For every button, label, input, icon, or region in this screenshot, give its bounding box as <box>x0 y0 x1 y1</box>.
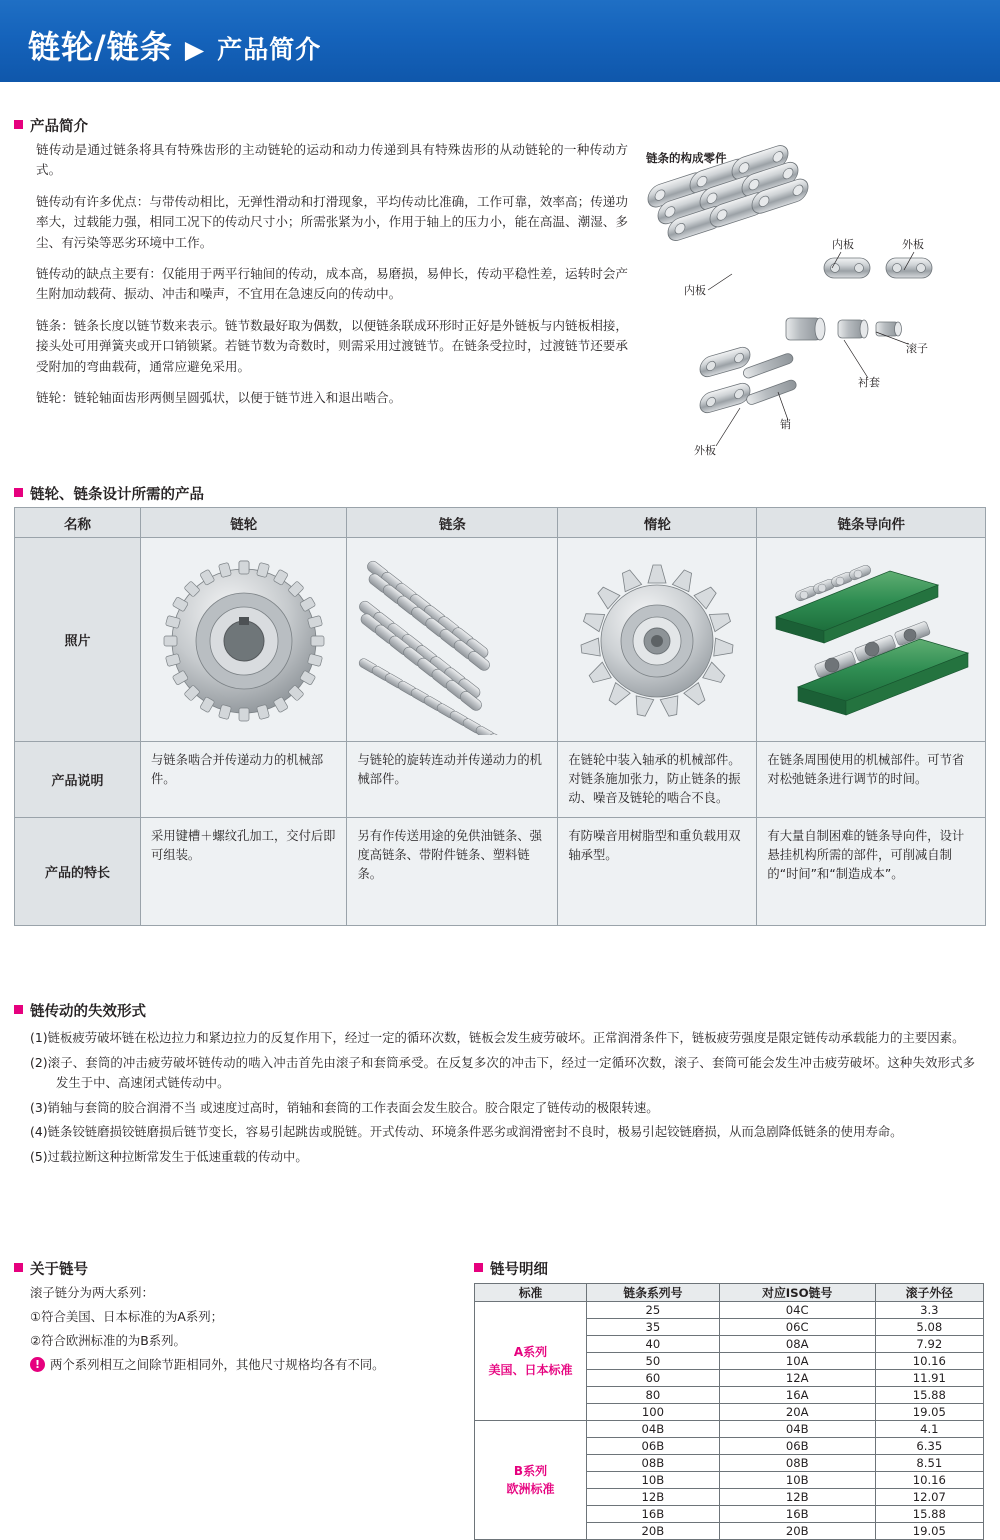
section-heading-intro <box>14 115 88 136</box>
table-row <box>475 1421 984 1438</box>
cell-series-no: 20B <box>587 1523 720 1540</box>
table-header-row <box>15 508 986 538</box>
cell-roller-dia: 8.51 <box>875 1455 983 1472</box>
section-heading-products-label: 链轮、链条设计所需的产品 <box>30 487 204 503</box>
table-row-descriptions <box>15 742 986 818</box>
cell-iso-no: 10A <box>719 1353 875 1370</box>
intro-paragraph: 链条：链条长度以链节数来表示。链节数最好取为偶数，以便链条联成环形时正好是外链板与内链板相接，接头处可用弹簧夹或开口销锁紧。若链节数为奇数时，则需采用过渡链节。在链条受拉时，过渡链节还要承受附加的弯曲载荷，通常应避免采用。 <box>36 317 628 374</box>
features-sprocket: 采用键槽＋螺纹孔加工，交付后即可组装。 <box>141 818 347 926</box>
features-idler: 有防噪音用树脂型和重负载用双轴承型。 <box>558 818 757 926</box>
page-title-arrow: ▶ <box>184 35 206 64</box>
section-heading-chain-no <box>14 1258 88 1279</box>
diagram-title: 链条的构成零件 <box>646 151 727 165</box>
chain-number-notes <box>30 1283 460 1378</box>
table-row-features <box>15 818 986 926</box>
column-header-name: 名称 <box>15 508 141 538</box>
cell-roller-dia: 10.16 <box>875 1353 983 1370</box>
section-heading-failure-label: 链传动的失效形式 <box>30 1004 146 1020</box>
series-name-a: A系列 <box>513 1345 548 1359</box>
section-heading-chain-no-label: 关于链号 <box>30 1262 88 1278</box>
series-cell-b <box>475 1421 587 1540</box>
cell-series-no: 06B <box>587 1438 720 1455</box>
warning-icon: ! <box>30 1357 45 1372</box>
chain-number-warning <box>30 1355 460 1375</box>
page-header <box>0 0 1000 82</box>
cell-iso-no: 12A <box>719 1370 875 1387</box>
column-header-standard: 标准 <box>475 1284 587 1302</box>
chain-number-table <box>474 1283 984 1540</box>
cell-iso-no: 04B <box>719 1421 875 1438</box>
page-title-sub: 产品简介 <box>217 35 322 64</box>
page-title-main: 链轮/链条 <box>28 28 173 66</box>
cell-iso-no: 06B <box>719 1438 875 1455</box>
row-label-description: 产品说明 <box>15 742 141 818</box>
cell-roller-dia: 10.16 <box>875 1472 983 1489</box>
description-chain: 与链轮的旋转连动并传递动力的机械部件。 <box>347 742 558 818</box>
cell-series-no: 12B <box>587 1489 720 1506</box>
row-label-photo: 照片 <box>15 538 141 742</box>
table-row <box>475 1302 984 1319</box>
section-heading-intro-label: 产品简介 <box>30 119 88 135</box>
photo-chain <box>347 538 558 742</box>
square-bullet-icon <box>14 1005 23 1014</box>
row-label-features: 产品的特长 <box>15 818 141 926</box>
cell-roller-dia: 3.3 <box>875 1302 983 1319</box>
column-header-sprocket: 链轮 <box>141 508 347 538</box>
cell-roller-dia: 4.1 <box>875 1421 983 1438</box>
list-item: (3)销轴与套筒的胶合润滑不当 或速度过高时，销轴和套筒的工作表面会发生胶合。胶合限定了链传动的极限转速。 <box>30 1099 659 1115</box>
diagram-label: 销 <box>780 418 791 431</box>
list-item: (2)滚子、套筒的冲击疲劳破坏链传动的啮入冲击首先由滚子和套筒承受。在反复多次的冲击下，经过一定循环次数，滚子、套筒可能会发生冲击疲劳破坏。这种失效形式多发生于中、高速闭式链传动中。 <box>30 1054 975 1090</box>
diagram-label: 外板 <box>694 444 716 457</box>
section-heading-chain-no-table-label: 链号明细 <box>490 1262 548 1278</box>
cell-series-no: 60 <box>587 1370 720 1387</box>
cell-roller-dia: 15.88 <box>875 1387 983 1404</box>
cell-series-no: 40 <box>587 1336 720 1353</box>
description-sprocket: 与链条啮合并传递动力的机械部件。 <box>141 742 347 818</box>
cell-roller-dia: 19.05 <box>875 1404 983 1421</box>
photo-idler <box>558 538 757 742</box>
chain-number-warning-text: 两个系列相互之间除节距相同外，其他尺寸规格均各有不同。 <box>50 1356 385 1372</box>
cell-series-no: 50 <box>587 1353 720 1370</box>
cell-iso-no: 16A <box>719 1387 875 1404</box>
chain-number-line: ②符合欧洲标准的为B系列。 <box>30 1332 186 1348</box>
series-standard-b: 欧洲标准 <box>506 1482 555 1496</box>
list-item: (5)过载拉断这种拉断常发生于低速重载的传动中。 <box>30 1149 308 1165</box>
cell-roller-dia: 11.91 <box>875 1370 983 1387</box>
square-bullet-icon <box>14 1263 23 1272</box>
cell-series-no: 80 <box>587 1387 720 1404</box>
cell-series-no: 100 <box>587 1404 720 1421</box>
diagram-illustration <box>636 140 982 470</box>
chain-number-line: ①符合美国、日本标准的为A系列； <box>30 1308 224 1324</box>
cell-iso-no: 10B <box>719 1472 875 1489</box>
cell-iso-no: 08A <box>719 1336 875 1353</box>
series-cell-a <box>475 1302 587 1421</box>
cell-iso-no: 06C <box>719 1319 875 1336</box>
chain-components-diagram <box>636 140 982 470</box>
page-title <box>28 22 321 68</box>
column-header-iso-no: 对应ISO链号 <box>719 1284 875 1302</box>
section-heading-failure <box>14 1000 146 1021</box>
square-bullet-icon <box>474 1263 483 1272</box>
intro-paragraph: 链传动的缺点主要有：仅能用于两平行轴间的传动，成本高，易磨损，易伸长，传动平稳性差，运转时会产生附加动载荷、振动、冲击和噪声，不宜用在急速反向的传动中。 <box>36 265 628 302</box>
diagram-label: 滚子 <box>906 342 928 355</box>
cell-roller-dia: 7.92 <box>875 1336 983 1353</box>
cell-series-no: 16B <box>587 1506 720 1523</box>
table-header-row <box>475 1284 984 1302</box>
description-idler: 在链轮中装入轴承的机械部件。对链条施加张力，防止链条的振动、噪音及链轮的啮合不良。 <box>558 742 757 818</box>
section-heading-products <box>14 483 204 504</box>
section-heading-chain-no-table <box>474 1258 548 1279</box>
intro-paragraph: 链轮：链轮轴面齿形两侧呈圆弧状，以便于链节进入和退出啮合。 <box>36 389 402 405</box>
intro-paragraph: 链传动有许多优点：与带传动相比，无弹性滑动和打滑现象，平均传动比准确，工作可靠，效率高；传递功率大，过载能力强，相同工况下的传动尺寸小；所需张紧为小，作用于轴上的压力小，能在高温、潮湿、多尘、有污染等恶劣环境中工作。 <box>36 193 628 250</box>
square-bullet-icon <box>14 488 23 497</box>
cell-roller-dia: 12.07 <box>875 1489 983 1506</box>
column-header-idler: 惰轮 <box>558 508 757 538</box>
series-name-b: B系列 <box>513 1464 548 1478</box>
cell-roller-dia: 6.35 <box>875 1438 983 1455</box>
column-header-series-no: 链条系列号 <box>587 1284 720 1302</box>
column-header-roller-dia: 滚子外径 <box>875 1284 983 1302</box>
photo-sprocket <box>141 538 347 742</box>
column-header-chain: 链条 <box>347 508 558 538</box>
chain-number-line: 滚子链分为两大系列： <box>30 1285 154 1300</box>
series-standard-a: 美国、日本标准 <box>488 1363 573 1377</box>
square-bullet-icon <box>14 120 23 129</box>
product-comparison-table <box>14 507 986 926</box>
diagram-label: 内板 <box>832 238 854 251</box>
intro-text-block <box>28 140 628 419</box>
cell-series-no: 04B <box>587 1421 720 1438</box>
cell-iso-no: 04C <box>719 1302 875 1319</box>
diagram-label: 衬套 <box>858 376 880 389</box>
description-guide: 在链条周围使用的机械部件。可节省对松弛链条进行调节的时间。 <box>757 742 986 818</box>
diagram-label: 外板 <box>902 238 924 251</box>
cell-series-no: 35 <box>587 1319 720 1336</box>
list-item: (4)链条铰链磨损铰链磨损后链节变长，容易引起跳齿或脱链。开式传动、环境条件恶劣或润滑密封不良时，极易引起铰链磨损，从而急剧降低链条的使用寿命。 <box>30 1124 903 1140</box>
failure-mode-list <box>30 1028 975 1172</box>
cell-series-no: 10B <box>587 1472 720 1489</box>
cell-iso-no: 16B <box>719 1506 875 1523</box>
cell-iso-no: 08B <box>719 1455 875 1472</box>
diagram-label: 内板 <box>684 284 706 297</box>
cell-roller-dia: 15.88 <box>875 1506 983 1523</box>
intro-paragraph: 链传动是通过链条将具有特殊齿形的主动链轮的运动和动力传递到具有特殊齿形的从动链轮的一种传动方式。 <box>36 142 628 178</box>
cell-series-no: 08B <box>587 1455 720 1472</box>
cell-iso-no: 20B <box>719 1523 875 1540</box>
cell-roller-dia: 19.05 <box>875 1523 983 1540</box>
cell-series-no: 25 <box>587 1302 720 1319</box>
table-row-photos <box>15 538 986 742</box>
features-guide: 有大量自制困难的链条导向件，设计悬挂机构所需的部件，可削减自制的“时间”和“制造成本”。 <box>757 818 986 926</box>
cell-iso-no: 12B <box>719 1489 875 1506</box>
column-header-guide: 链条导向件 <box>757 508 986 538</box>
cell-roller-dia: 5.08 <box>875 1319 983 1336</box>
features-chain: 另有作传送用途的免供油链条、强度高链条、带附件链条、塑料链条。 <box>347 818 558 926</box>
photo-chain-guide <box>757 538 986 742</box>
cell-iso-no: 20A <box>719 1404 875 1421</box>
list-item: (1)链板疲劳破坏链在松边拉力和紧边拉力的反复作用下，经过一定的循环次数，链板会发生疲劳破坏。正常润滑条件下，链板疲劳强度是限定链传动承载能力的主要因素。 <box>30 1030 965 1045</box>
